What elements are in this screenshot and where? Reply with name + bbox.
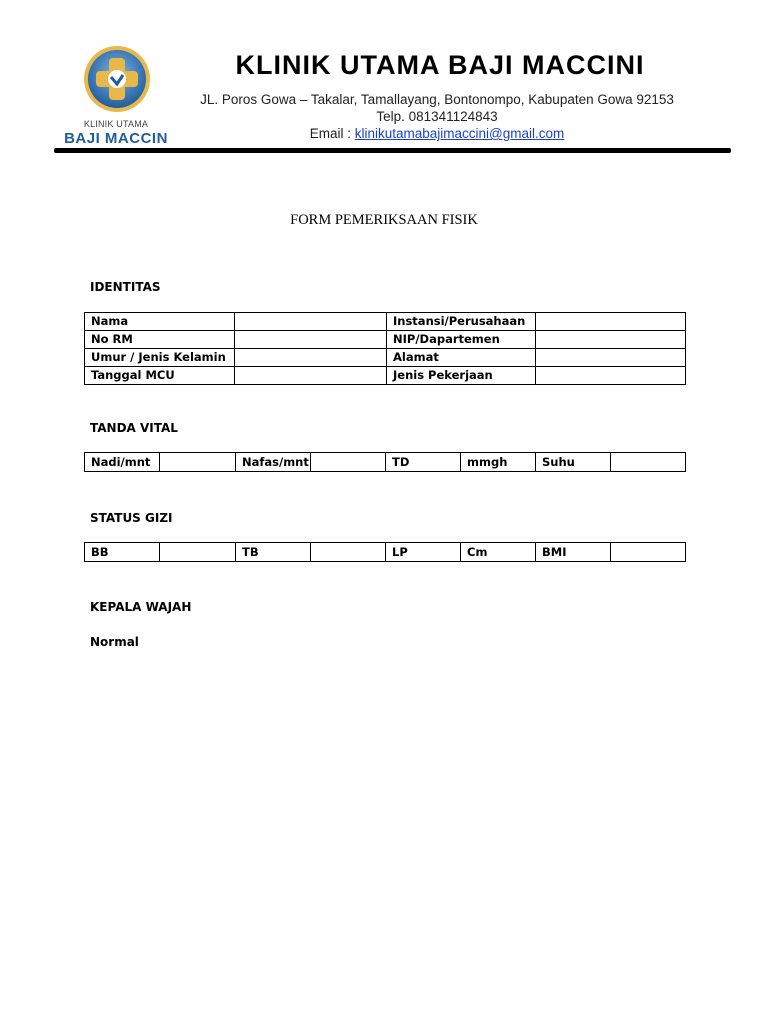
identitas-value[interactable] [536, 313, 686, 331]
gizi-label-lp: LP [386, 543, 461, 562]
table-row [85, 543, 686, 562]
identitas-value[interactable] [536, 331, 686, 349]
table-row [85, 453, 686, 472]
identitas-label: Nama [85, 313, 235, 331]
kepala-wajah-value: Normal [90, 635, 139, 649]
vital-value-nafas[interactable] [311, 453, 386, 472]
clinic-logo [54, 44, 178, 148]
vital-label-td: TD [386, 453, 461, 472]
gizi-label-tb: TB [236, 543, 311, 562]
identitas-label: NIP/Dapartemen [387, 331, 536, 349]
identitas-value[interactable] [536, 349, 686, 367]
tanda-vital-table [84, 452, 686, 472]
section-heading-identitas: IDENTITAS [90, 280, 161, 294]
gizi-value-bb[interactable] [160, 543, 236, 562]
identitas-table [84, 312, 686, 385]
vital-label-suhu: Suhu [536, 453, 611, 472]
form-title: FORM PEMERIKSAAN FISIK [290, 212, 478, 228]
identitas-label: No RM [85, 331, 235, 349]
vital-label-nadi: Nadi/mnt [85, 453, 160, 472]
vital-unit-mmgh: mmgh [461, 453, 536, 472]
section-heading-status-gizi: STATUS GIZI [90, 511, 173, 525]
vital-value-suhu[interactable] [611, 453, 686, 472]
clinic-email-line [180, 126, 694, 141]
letterhead-divider [54, 148, 731, 153]
email-label: Email : [309, 126, 355, 141]
status-gizi-table [84, 542, 686, 562]
logo-small-text: KLINIK UTAMA [83, 119, 149, 129]
identitas-value[interactable] [235, 367, 387, 385]
clinic-address: JL. Poros Gowa – Takalar, Tamallayang, Bontonompo, Kabupaten Gowa 92153 [200, 92, 674, 107]
gizi-unit-cm: Cm [461, 543, 536, 562]
table-row [85, 313, 686, 331]
identitas-value[interactable] [235, 331, 387, 349]
table-row [85, 367, 686, 385]
gizi-value-bmi[interactable] [611, 543, 686, 562]
logo-big-text: BAJI MACCIN [64, 130, 168, 147]
clinic-emblem-icon [83, 44, 151, 114]
identitas-value[interactable] [536, 367, 686, 385]
identitas-label: Umur / Jenis Kelamin [85, 349, 235, 367]
gizi-label-bb: BB [85, 543, 160, 562]
section-heading-kepala-wajah: KEPALA WAJAH [90, 600, 192, 614]
table-row [85, 349, 686, 367]
table-row [85, 331, 686, 349]
vital-label-nafas: Nafas/mnt [236, 453, 311, 472]
email-link[interactable]: klinikutamabajimaccini@gmail.com [354, 126, 565, 141]
section-heading-tanda-vital: TANDA VITAL [90, 421, 178, 435]
identitas-value[interactable] [235, 349, 387, 367]
gizi-value-tb[interactable] [311, 543, 386, 562]
identitas-label: Jenis Pekerjaan [387, 367, 536, 385]
vital-value-nadi[interactable] [160, 453, 236, 472]
clinic-phone: Telp. 081341124843 [376, 109, 498, 124]
identitas-value[interactable] [235, 313, 387, 331]
identitas-label: Instansi/Perusahaan [387, 313, 536, 331]
gizi-label-bmi: BMI [536, 543, 611, 562]
clinic-name: KLINIK UTAMA BAJI MACCINI [235, 50, 645, 80]
identitas-label: Tanggal MCU [85, 367, 235, 385]
identitas-label: Alamat [387, 349, 536, 367]
